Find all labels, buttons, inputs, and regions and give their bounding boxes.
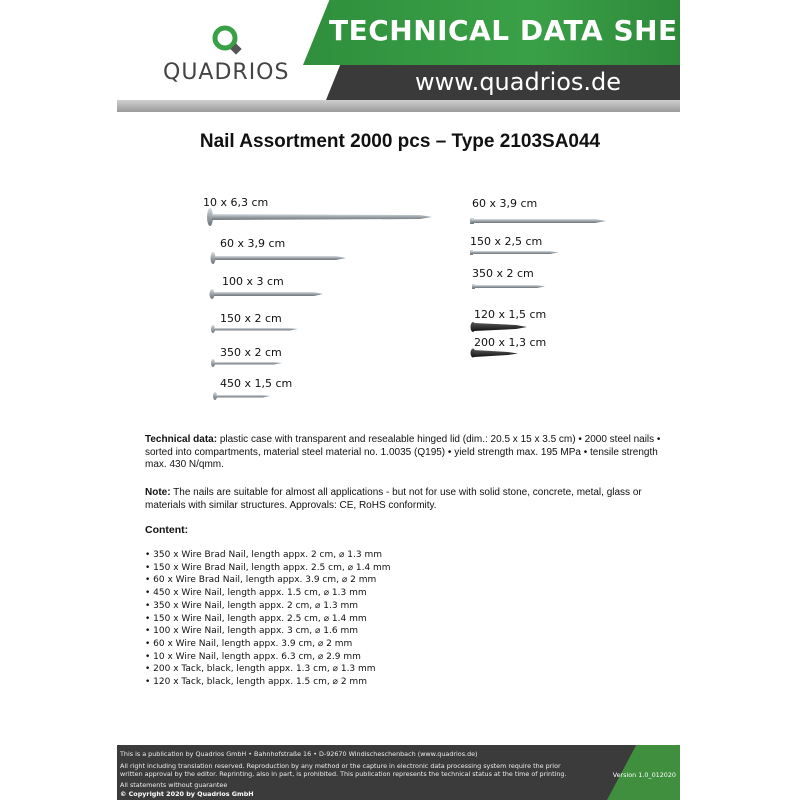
content-list <box>145 549 391 689</box>
list-item: • 350 x Wire Brad Nail, length appx. 2 cm, ⌀ 1.3 mm <box>145 549 391 562</box>
website-link[interactable]: www.quadrios.de <box>415 68 622 96</box>
nail-label: 10 x 6,3 cm <box>203 196 269 209</box>
footer-copyright: © Copyright 2020 by Quadrios GmbH <box>120 790 254 798</box>
nail-left-1 <box>207 208 432 226</box>
logo-text: QUADRIOS <box>163 60 290 85</box>
nail-left-5 <box>211 359 282 367</box>
footer-rights-cont: written approval by the editor. Reprinting, also in part, is prohibited. This publication represents the technical status at the time of printing. <box>120 770 567 778</box>
footer-rights: All right including translation reserved. Reproduction by any method or the capture in electronic data processing system require the prior <box>120 762 561 770</box>
list-item: • 150 x Wire Brad Nail, length appx. 2.5 cm, ⌀ 1.4 mm <box>145 562 391 575</box>
nail-label: 350 x 2 cm <box>220 346 282 359</box>
list-item: • 60 x Wire Nail, length appx. 3.9 cm, ⌀ 2 mm <box>145 638 391 651</box>
note-text: The nails are suitable for almost all applications - but not for use with solid stone, concrete, metal, glass or materials with similar structures. Approvals: CE, RoHS conformity. <box>145 487 642 511</box>
nail-label: 450 x 1,5 cm <box>220 377 293 390</box>
nail-left-2 <box>211 252 347 264</box>
nail-label: 150 x 2 cm <box>220 312 282 325</box>
quadrios-logo-icon <box>211 24 243 56</box>
nail-label: 100 x 3 cm <box>222 275 284 288</box>
nail-left-4 <box>211 325 298 333</box>
footer-publisher: This is a publication by Quadrios GmbH • Bahnhofstraße 16 • D-92670 Windischeschenbach (www.quadrios.de) <box>120 750 478 758</box>
nail-left-6 <box>213 392 270 400</box>
list-item: • 120 x Tack, black, length appx. 1.5 cm, ⌀ 2 mm <box>145 676 391 689</box>
content-heading: Content: <box>145 524 189 536</box>
list-item: • 350 x Wire Nail, length appx. 2 cm, ⌀ 1.3 mm <box>145 600 391 613</box>
list-item: • 60 x Wire Brad Nail, length appx. 3.9 cm, ⌀ 2 mm <box>145 574 391 587</box>
nail-label: 350 x 2 cm <box>472 267 534 280</box>
nail-label: 60 x 3,9 cm <box>220 237 286 250</box>
nail-right-2 <box>470 250 558 255</box>
list-item: • 150 x Wire Nail, length appx. 2.5 cm, ⌀ 1.4 mm <box>145 613 391 626</box>
page-header <box>117 0 717 112</box>
banner-title: TECHNICAL DATA SHEET <box>329 14 717 47</box>
nail-label: 120 x 1,5 cm <box>474 308 547 321</box>
list-item: • 100 x Wire Nail, length appx. 3 cm, ⌀ 1.6 mm <box>145 625 391 638</box>
nail-label: 150 x 2,5 cm <box>470 235 543 248</box>
note <box>145 487 665 512</box>
technical-data-text: plastic case with transparent and resealable hinged lid (dim.: 20.5 x 15 x 3.5 cm) • 2000 steel nails • sorted into compartments, material steel material no. 1.0035 (Q195) • yield strength max. 195 MPa • tensile strength max. 430 N/qmm. <box>145 434 661 470</box>
page-footer <box>117 745 680 800</box>
list-item: • 10 x Wire Nail, length appx. 6.3 cm, ⌀ 2.9 mm <box>145 651 391 664</box>
list-item: • 450 x Wire Nail, length appx. 1.5 cm, ⌀ 1.3 mm <box>145 587 391 600</box>
nail-right-4 <box>471 322 528 332</box>
note-label: Note: <box>145 487 171 498</box>
nail-label: 200 x 1,3 cm <box>474 336 547 349</box>
logo <box>117 0 307 100</box>
nail-right-3 <box>472 284 545 289</box>
footer-disclaimer: All statements without guarantee <box>120 781 228 789</box>
technical-data-label: Technical data: <box>145 434 218 445</box>
technical-data <box>145 434 665 472</box>
nail-right-1 <box>470 218 606 224</box>
footer-version: Version 1.0_012020 <box>612 771 676 779</box>
nail-left-3 <box>210 289 324 299</box>
nail-label: 60 x 3,9 cm <box>472 197 538 210</box>
page-title: Nail Assortment 2000 pcs – Type 2103SA044 <box>199 131 601 152</box>
header-divider <box>117 100 680 112</box>
list-item: • 200 x Tack, black, length appx. 1.3 cm, ⌀ 1.3 mm <box>145 663 391 676</box>
nail-illustration <box>200 190 620 410</box>
nail-right-5 <box>471 349 519 358</box>
